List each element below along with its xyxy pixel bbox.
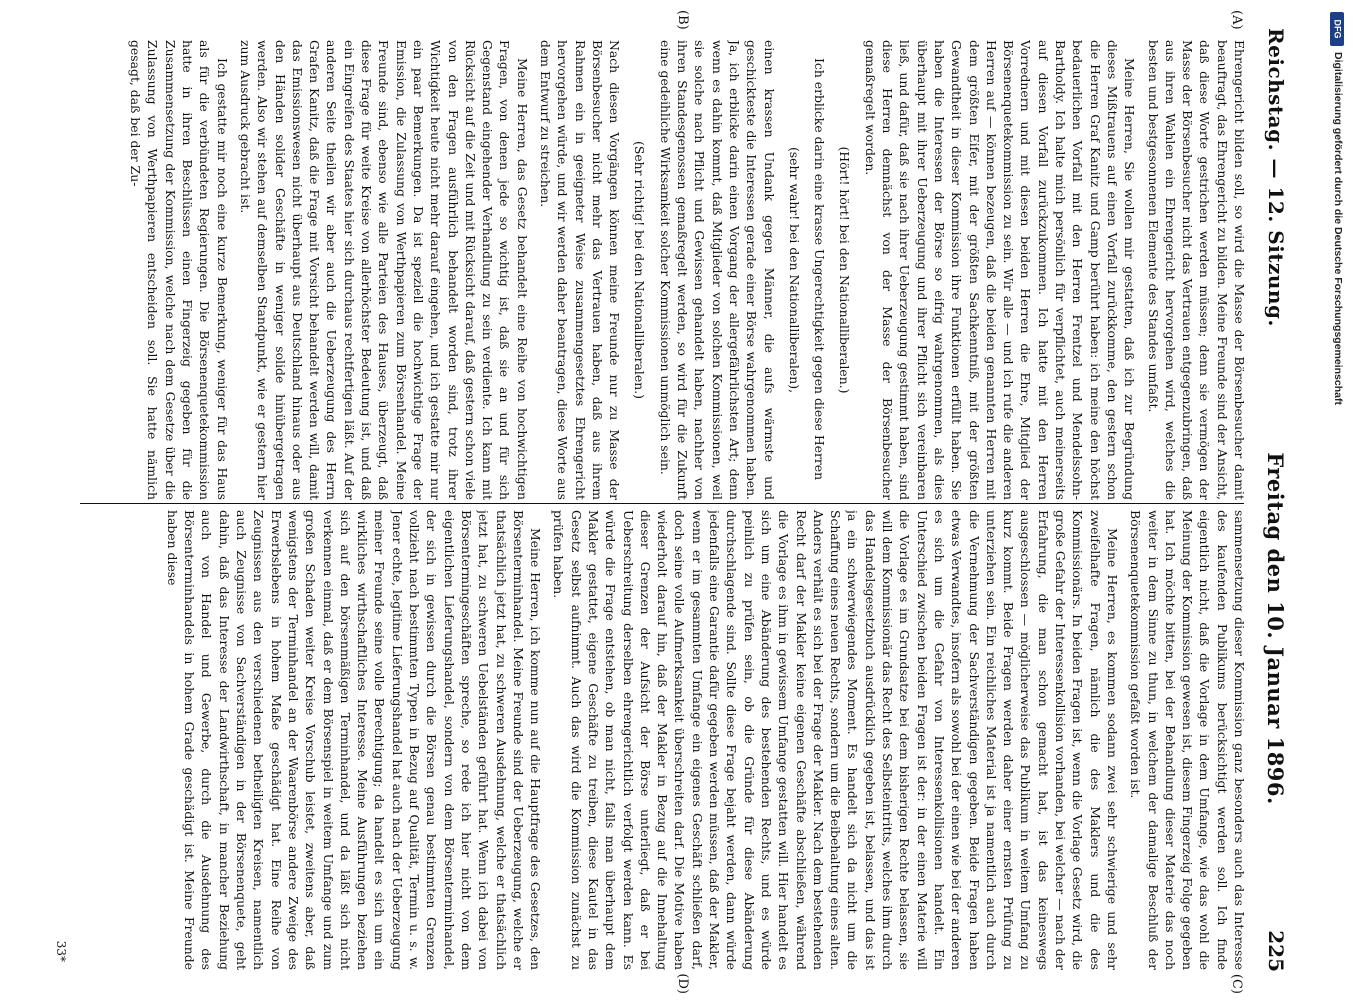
digitization-credit: [1323, 0, 1353, 1000]
paragraph: sammensetzung dieser Kommission ganz besonders auch das Interesse des kaufenden Publikums berücksichtigt werden soll. Ich finde eigentlich nicht, daß die Vorlage in dem Umfange, wie das wohl die Meinung der Kommission gewesen ist, diesem Fingerzeig Folge gegeben hat. Ich möchte bitten, bei der Behandlung dieser Materie das noch weiter in dem Sinne zu thun, in welchem der damalige Beschluß der Börsenenquetekommission gefaßt worden ist.: [1128, 510, 1247, 970]
right-text-column: [80, 510, 1248, 970]
dfg-logo-text: DFG: [1332, 19, 1342, 39]
margin-letter-d: (D): [675, 973, 690, 994]
paragraph: einen krassen Undank gegen Männer, die aufs wärmste und geschickteste die Interessen gerade einer Börse wahrgenommen haben. Ja, ich erblicke darin einen Vorgang der allergefährlichsten Art; denn wenn es dahin kommt, daß Mitglieder von solchen Kommissionen, weil sie solche nach Pflicht und Gewissen gehandelt haben, nachher von ihren Standesgenossen gemaßregelt werden, so wird für die Zukunft eine gedeihliche Wirksamkeit solcher Kommissionen unmöglich sein.: [657, 40, 777, 500]
paragraph: Meine Herren, das Gesetz behandelt eine Reihe von hochwichtigen Fragen, von denen jede so wichtig ist, daß sie an und für sich Gegenstand eingehender Verhandlung zu sein verdiente. Ich kann mit Rücksicht auf die Zeit und mit Rücksicht darauf, daß gestern schon viele von den Fragen ausführlich behandelt worden sind, trotz ihrer Wichtigkeit heute nicht mehr darauf eingehen, und ich gestatte mir nur ein paar Bemerkungen. Da ist speziell die hochwichtige Frage der Emission, die Zulassung von Werthpapieren zum Börsenhandel. Meine Freunde sind, ebenso wie alle Parteien des Hauses, überzeugt, daß diese Frage für weite Kreise von allerhöchster Bedeutung ist, und daß ein Eingreifen des Staates hier sich durchaus rechtfertigen läßt. Auf der anderen Seite theilen wir aber auch die Ueberzeugung des Herrn Grafen Kanitz, daß die Frage mit Vorsicht behandelt werden will, damit das Emissionswesen nicht überhaupt aus Deutschland hinaus oder aus den Händen solider Geschäfte in weniger solide hinübergetragen werden. Also wir stehen auf demselben Standpunkt, wie er gestern hier zum Ausdruck gebracht ist.: [237, 40, 530, 500]
left-text-column: [80, 40, 1248, 500]
paragraph: Meine Herren, Sie wollen mir gestatten, daß ich zur Begründung dieses Mißtrauens auf einen Vorfall zurückkomme, den gestern schon die Herren Graf Kanitz und Gamp berührt haben: ich meine den höchst bedauerlichen Vorfall mit den Herren Frentzel und Mendelssohn-Bartholdy. Ich halte mich persönlich für verpflichtet, auch meinerseits auf diesen Vorfall zurückzukommen. Ich hatte mit den Herren Vorrednern und mit diesen beiden Herren die Ehre, Mitglied der Börsenenquetekommission zu sein. Wir alle — und ich rufe die anderen Herren auf — können bezeugen, daß die beiden genannten Herren mit dem größten Eifer, mit der größten Sachkenntniß, mit der größten Gewandtheit in dieser Kommission ihre Funktionen erfüllt haben. Sie haben die Interessen der Börse so eifrig wahrgenommen, als dies überhaupt mit ihrer Ueberzeugung und ihrer Pflicht sich vereinbaren ließ, und dafür, daß sie nach ihrer Ueberzeugung gestimmt haben, sind diese Herren demnächst von der Masse der Börsenbesucher gemaßregelt worden.: [862, 40, 1138, 500]
paragraph: Ich erblicke darin eine krasse Ungerechtigkeit gegen diese Herren: [812, 58, 828, 481]
margin-letter-b: (B): [675, 10, 690, 30]
column-divider: [80, 503, 1244, 504]
signature-mark: 33*: [54, 940, 68, 962]
margin-letter-a: (A): [1229, 10, 1244, 30]
document-page: [46, 0, 1306, 1000]
interjection: (Hört! hört! bei den Nationalliberalen.): [837, 146, 853, 394]
page-header: [1256, 28, 1296, 972]
page-number: 225: [1264, 930, 1288, 972]
paragraph: Meine Herren, es kommen sodann zwei sehr schwierige und sehr zweifelhafte Fragen, nämlich die des Maklers und die des Kommissionärs. In beiden Fragen ist, wenn die Vorlage Gesetz wird, die große Gefahr der Interessenkollision vorhanden, bei welcher — nach der Erfahrung, die man schon gemacht hat, ist das keineswegs ausgeschlossen — möglicherweise das Publikum in weitem Umfang zu kurz kommt. Beide Fragen werden daher einer ernsten Prüfung zu unterziehen sein. Ein reichliches Material ist ja namentlich auch durch die Vernehmung der Sachverständigen gegeben. Beide Fragen haben etwas Verwandtes, insofern als sowohl bei der einen wie bei der anderen es sich um die Gefahr von Interessenkollisionen handelt. Ein Unterschied zwischen beiden Fragen ist der: in der einen Materie will die Vorlage es im Grundsatze bei dem bisherigen Rechte belassen, sie will dem Kommissionär das Recht des Selbsteintritts, welches ihm durch das Handelsgesetzbuch ausdrücklich gegeben ist, belassen, und das ist ja ein schwerwiegendes Moment. Es handelt sich da nicht um die Schaffung eines neuen Rechts, sondern um die Beibehaltung eines alten. Anders verhält es sich bei der Frage der Makler. Nach dem bestehenden Recht darf der Makler keine eigenen Geschäfte abschließen, während die Vorlage es ihm in gewissem Umfange gestatten will. Hier handelt es sich um eine Abänderung des bestehenden Rechts, und es würde peinlich zu prüfen sein, ob die Gründe für diese Abänderung durchschlagende sind. Sollte diese Frage bejaht werden, dann würde jedenfalls eine Garantie dafür gegeben werden müssen, daß der Makler, wenn er im gesammten Umfange ein eigenes Geschäft schließen darf, doch seine volle Aufmerksamkeit überschreiten darf. Die Motive haben wiederholt darauf hin, daß der Makler in Bezug auf die Innehaltung dieser Grenzen der Aufsicht der Börse unterliegt, daß er bei Ueberschreitung derselben ehrengerichtlich verfolgt werden kann. Es würde die Frage entstehen, ob man nicht, falls man überhaupt dem Makler gestattet, eigene Geschäfte zu treiben, diese Kautel in das Gesetz selbst aufnimmt. Auch das wird die Kommission zunächst zu prüfen haben.: [551, 510, 1120, 970]
margin-letter-c: (C): [1229, 973, 1244, 994]
running-head: Reichstag. — 12. Sitzung.: [1264, 28, 1288, 327]
paragraph: Nach diesen Vorgängen können meine Freunde nur zu Masse der Börsenbesucher nicht mehr das Vertrauen haben, daß aus ihrem Rahmen ein in geeigneter Weise zusammengesetztes Ehrengericht hervorgehen würde, und wir werden daher beantragen, diese Worte aus dem Entwurf zu streichen.: [538, 40, 623, 500]
paragraph: Ehrengericht bilden soll, so wird die Masse der Börsenbesucher damit beauftragt, das Ehrengericht zu bilden. Meine Freunde sind der Ansicht, daß diese Worte gestrichen werden müssen; denn sie vermögen der Masse der Börsenbesucher nicht das Vertrauen entgegenzubringen, daß aus ihren Wahlen ein Ehrengericht hervorgehen wird, welches die besten und bestgesonnenen Elemente des Standes umfaßt.: [1145, 40, 1247, 500]
paragraph: Ich gestatte mir noch eine kurze Bemerkung, weniger für das Haus als für die verbündeten Regierungen. Die Börsenenquetekommission hatte in ihren Beschlüssen einen Fingerzeig gegeben für die Zusammensetzung der Kommission, welche nach dem Gesetze über die Zulassung von Werthpapieren entscheiden soll. Sie hatte nämlich gesagt, daß bei der Zu-: [128, 40, 230, 500]
interjection: (Sehr richtig! bei den Nationalliberalen.): [632, 141, 648, 399]
dfg-logo-icon: [1330, 12, 1344, 46]
interjection: (sehr wahr! bei den Nationalliberalen),: [786, 146, 802, 394]
paragraph: Meine Herren, ich komme nun auf die Hauptfrage des Gesetzes, den Börsenterminhandel. Meine Freunde sind der Ueberzeugung, welche er thatsächlich jetzt hat, zu schweren Ausdehnung, welche er thatsächlich jetzt hat, zu schweren Uebelständen geführt hat. Wenn ich dabei von Börsentermingeschäften spreche, so rede ich hier nicht von dem eigentlichen Lieferungshandel, sondern von dem Börsenterminhandel, der sich in gewissen durch die Börsen genau bestimmten Grenzen vollzieht nach bestimmten Typen in Bezug auf Qualität, Termin u. s. w. Jener echte, legitime Lieferungshandel hat auch nach der Ueberzeugung meiner Freunde seine volle Berechtigung; da handelt es sich um ein wirkliches wirthschaftliches Interesse. Meine Ausführungen beziehen sich auf den börsenmäßigen Terminhandel, und da läßt sich nicht verkennen einmal, daß er dem Börsenspiel in weitem Umfange und zum großen Schaden weiter Kreise Vorschub leistet, zweitens aber, daß wenigstens der Terminhandel an der Waarenbörse andere Zweige des Erwerbslebens in hohem Maße geschädigt hat. Eine Reihe von Zeugnissen aus den verschiedenen betheiligten Kreisen, namentlich auch Zeugnisse von Sachverständigen in der Börsenenquete, geht dahin, daß das Interesse der Landwirthschaft, in mancher Beziehung auch von Handel und Gewerbe, durch die Ausdehnung des Börsenterminhandels in hohem Grade geschädigt ist. Meine Freunde haben diese: [164, 510, 544, 970]
session-date: Freitag den 10. Januar 1896.: [1263, 452, 1289, 805]
credit-text: Digitalisierung gefördert durch die Deutsche Forschungsgemeinschaft: [1332, 52, 1344, 405]
